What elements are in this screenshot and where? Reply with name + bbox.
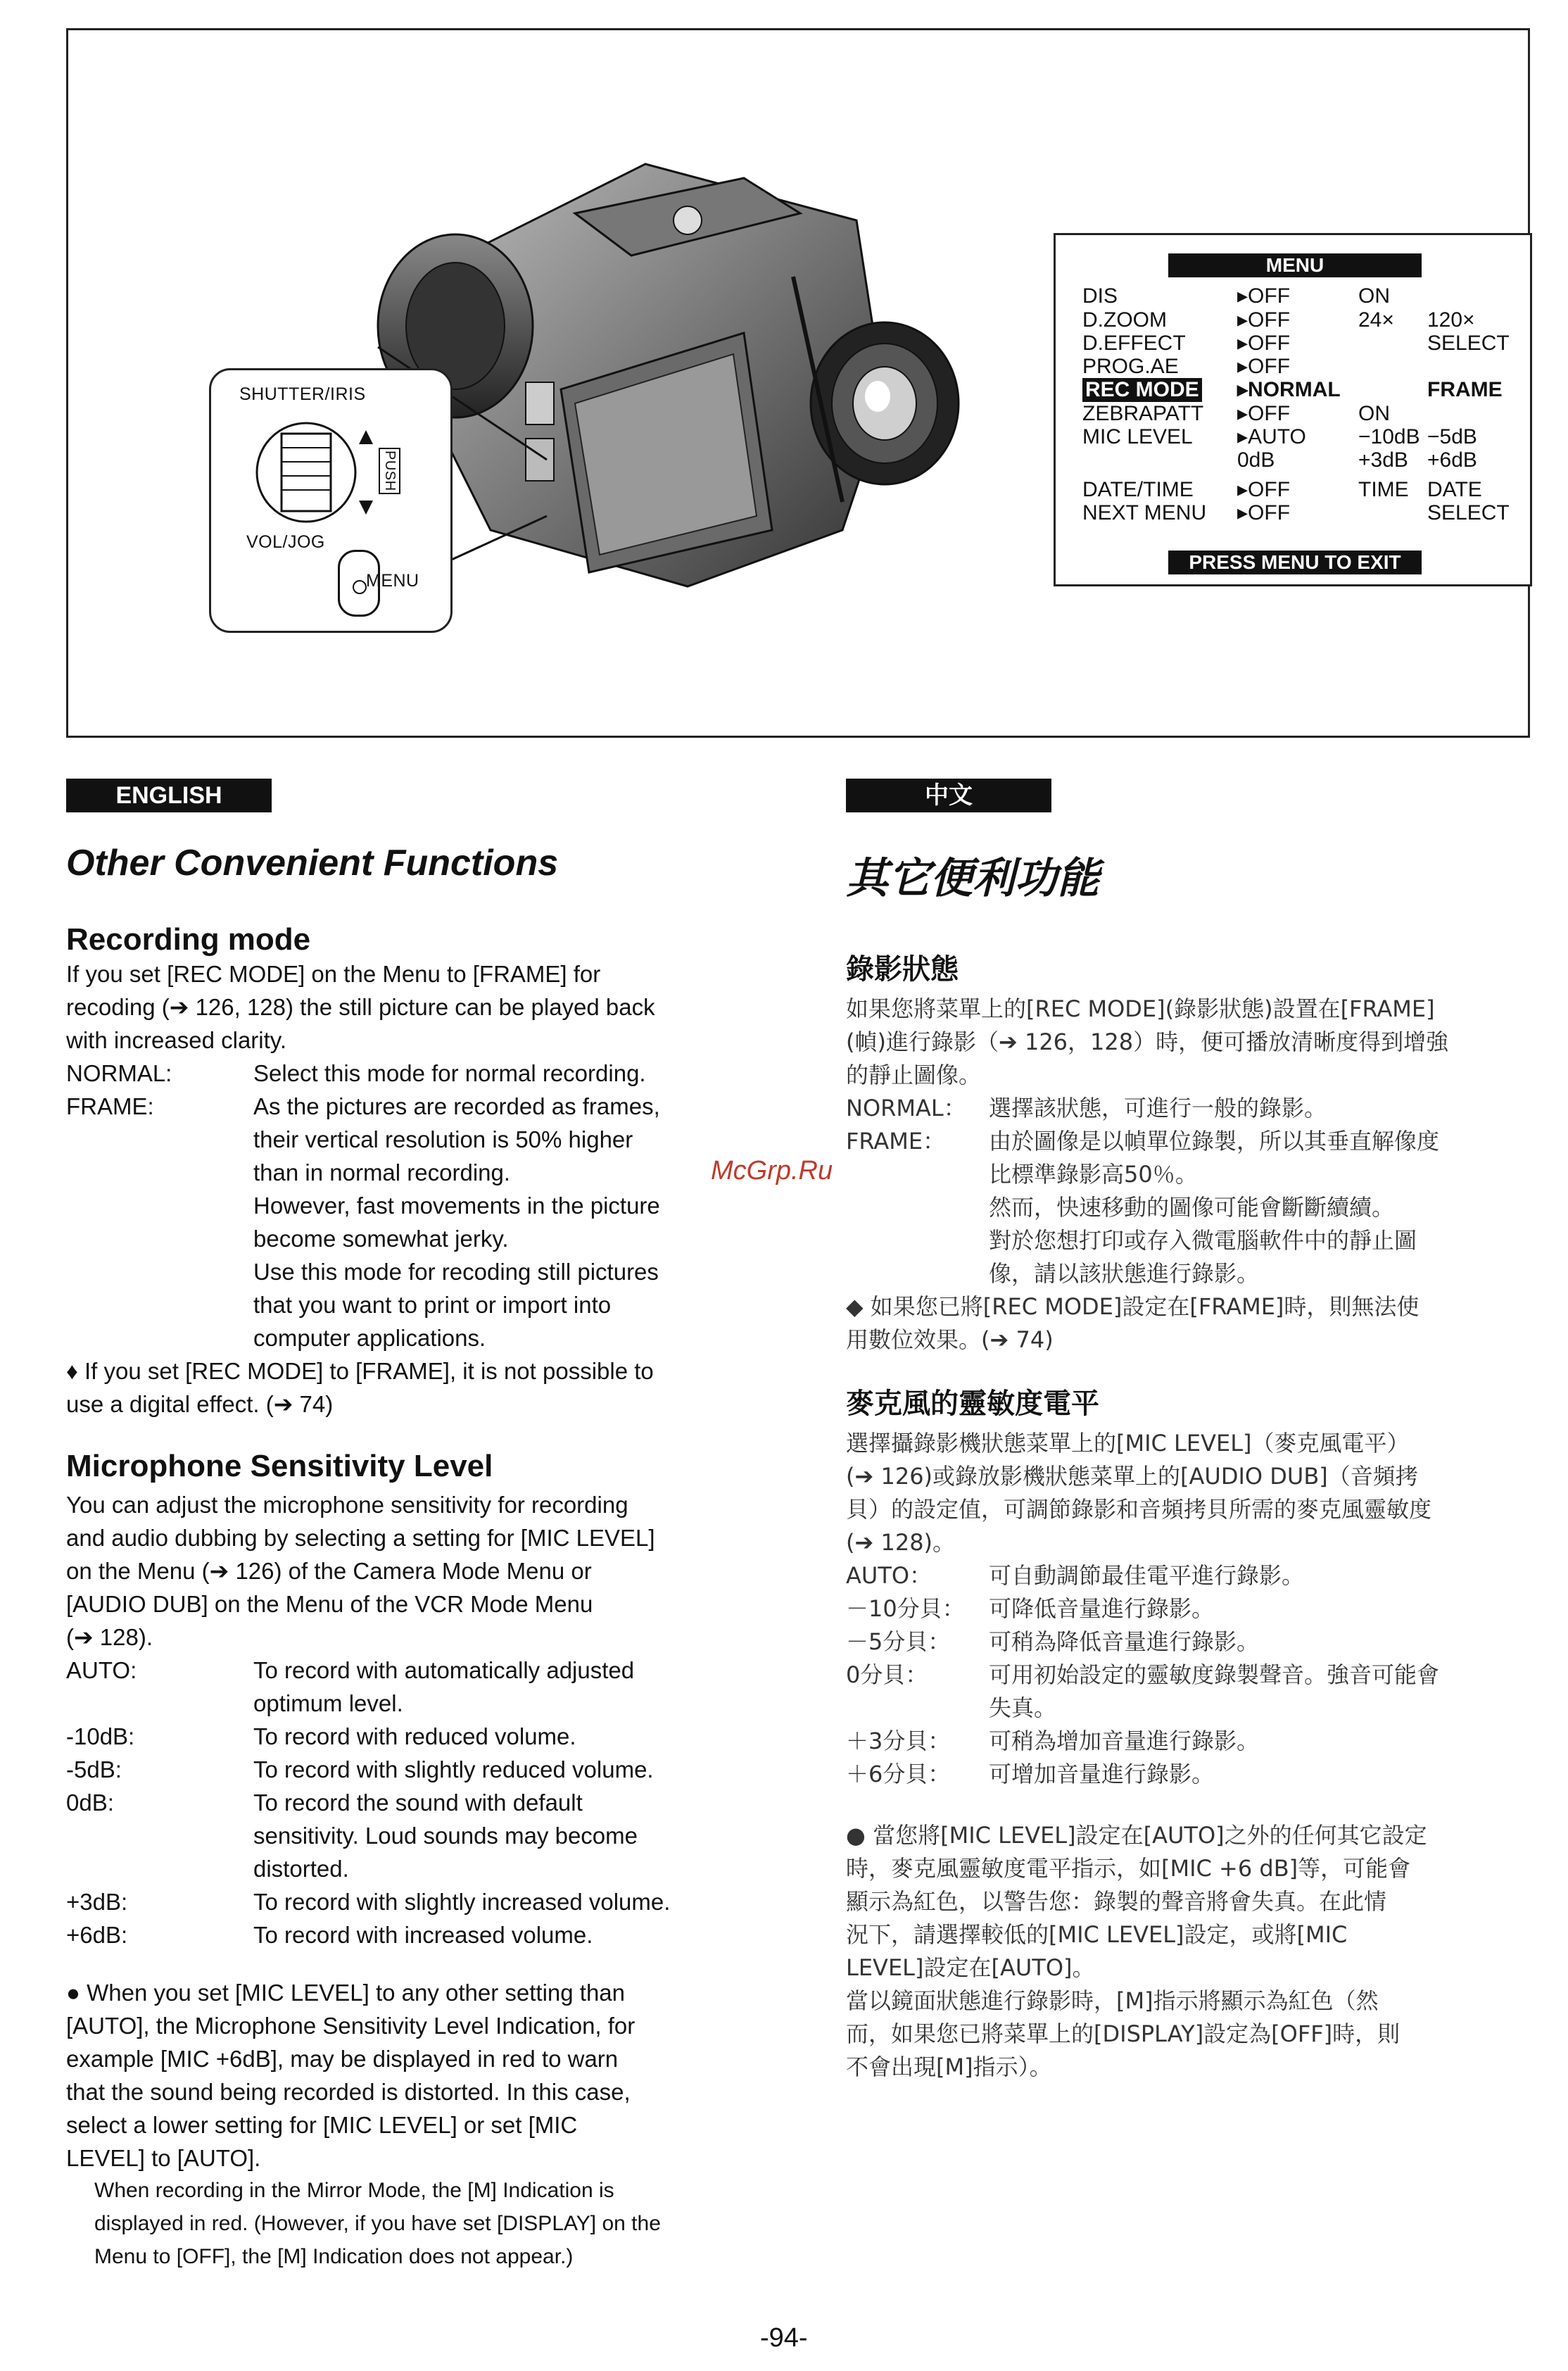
menu-row-v1: 0dB — [1237, 448, 1275, 472]
zh-mic-intro-line: (➔ 128)。 — [846, 1529, 956, 1556]
menu-row-v1: ▸OFF — [1237, 284, 1291, 308]
menu-row-v2: ON — [1358, 284, 1390, 308]
menu-row-v1: ▸AUTO — [1237, 425, 1306, 448]
menu-row-v2: +3dB — [1358, 448, 1408, 472]
zh-mic-level-desc: 可稍為增加音量進行錄影。 — [989, 1728, 1260, 1754]
zh-mic-level-desc: 可降低音量進行錄影。 — [989, 1595, 1215, 1622]
zh-mic-note-line: 時，麥克風靈敏度電平指示，如[MIC +6 dB]等，可能會 — [846, 1855, 1411, 1882]
menu-row-v1: ▸OFF — [1237, 355, 1291, 378]
mirror-mode-note: Menu to [OFF], the [M] Indication does not appear.) — [94, 2245, 574, 2268]
menu-row-label: REC MODE — [1082, 378, 1202, 402]
zh-mic-level-desc: 失真。 — [989, 1694, 1057, 1721]
page-number: -94- — [760, 2323, 808, 2353]
push-label: PUSH — [379, 448, 400, 494]
mic-level-desc: To record with increased volume. — [253, 1922, 593, 1948]
mic-note-line: example [MIC +6dB], may be displayed in red to warn — [66, 2046, 619, 2072]
rec-mode-desc: However, fast movements in the picture — [253, 1193, 660, 1219]
rec-intro-line: If you set [REC MODE] on the Menu to [FRAME] for — [66, 961, 601, 987]
mic-intro-line: You can adjust the microphone sensitivity for recording — [66, 1492, 628, 1518]
mirror-mode-note: When recording in the Mirror Mode, the [M] Indication is — [94, 2179, 614, 2202]
menu-row-v1: ▸OFF — [1237, 501, 1291, 524]
menu-row-v1: ▸OFF — [1237, 332, 1291, 355]
menu-row-v2: −10dB — [1358, 425, 1420, 448]
zh-mic-level-term: －5分貝： — [846, 1628, 951, 1655]
recording-mode-heading: Recording mode — [66, 922, 311, 957]
zh-mic-level-term: AUTO： — [846, 1562, 932, 1589]
zh-rec-note-line: 用數位效果。(➔ 74) — [846, 1326, 1054, 1353]
mic-level-desc: sensitivity. Loud sounds may become — [253, 1823, 638, 1849]
mic-level-desc: To record with reduced volume. — [253, 1723, 576, 1749]
zh-mic-intro-line: 貝）的設定值，可調節錄影和音頻拷貝所需的麥克風靈敏度 — [846, 1496, 1432, 1523]
menu-row-label: D.EFFECT — [1082, 332, 1186, 355]
rec-mode-desc: Use this mode for recoding still pictures — [253, 1259, 659, 1285]
zh-mic-note-line: 況下，請選擇較低的[MIC LEVEL]設定，或將[MIC — [846, 1921, 1348, 1948]
zh-rec-intro-line: (幀)進行錄影（➔ 126，128）時，便可播放清晰度得到增強 — [846, 1029, 1449, 1055]
vol-jog-label: VOL/JOG — [246, 532, 325, 552]
mic-note-line: select a lower setting for [MIC LEVEL] or set [MIC — [66, 2112, 578, 2138]
menu-row-label: DATE/TIME — [1082, 478, 1194, 501]
zh-rec-mode-desc: 選擇該狀態，可進行一般的錄影。 — [989, 1095, 1327, 1121]
zh-rec-mode-desc: 像，請以該狀態進行錄影。 — [989, 1260, 1260, 1287]
zh-mic-note-line: 顯示為紅色，以警告您：錄製的聲音將會失真。在此情 — [846, 1888, 1387, 1915]
mic-level-desc: To record with slightly reduced volume. — [253, 1756, 654, 1782]
rec-mode-desc: Select this mode for normal recording. — [253, 1060, 646, 1086]
mic-note-line: [AUTO], the Microphone Sensitivity Level Indication, for — [66, 2013, 636, 2039]
mic-level-term: +3dB: — [66, 1889, 128, 1915]
zh-mic-level-term: ＋6分貝： — [846, 1761, 951, 1787]
mic-level-desc: To record with automatically adjusted — [253, 1657, 635, 1683]
rec-mode-desc: their vertical resolution is 50% higher — [253, 1126, 633, 1152]
mic-level-desc: distorted. — [253, 1856, 349, 1882]
rec-intro-line: with increased clarity. — [66, 1027, 287, 1053]
zh-rec-mode-desc: 比標準錄影高50％。 — [989, 1161, 1198, 1188]
mic-sensitivity-heading: Microphone Sensitivity Level — [66, 1449, 493, 1483]
press-menu-to-exit: PRESS MENU TO EXIT — [1168, 551, 1422, 574]
menu-row-label: NEXT MENU — [1082, 501, 1207, 524]
mic-level-desc: optimum level. — [253, 1690, 403, 1716]
mic-note-line: LEVEL] to [AUTO]. — [66, 2145, 261, 2171]
mic-intro-line: on the Menu (➔ 126) of the Camera Mode Menu or — [66, 1558, 592, 1584]
zh-mic-level-term: －10分貝： — [846, 1595, 965, 1622]
menu-title: MENU — [1168, 253, 1422, 277]
zh-rec-note-line: ◆ 如果您已將[REC MODE]設定在[FRAME]時，則無法使 — [846, 1293, 1420, 1320]
zh-mic-level-desc: 可增加音量進行錄影。 — [989, 1761, 1215, 1787]
menu-row-v2: TIME — [1358, 478, 1409, 501]
menu-row-v2: 24× — [1358, 308, 1394, 332]
mic-level-term: AUTO: — [66, 1657, 137, 1683]
menu-row-v3: 120× — [1427, 308, 1475, 332]
menu-row-v3: +6dB — [1427, 448, 1477, 472]
zh-mic-note-line: LEVEL]設定在[AUTO]。 — [846, 1954, 1095, 1981]
rec-note-line: ♦ If you set [REC MODE] to [FRAME], it is not possible to — [66, 1358, 654, 1384]
chinese-section-bar: 中文 — [846, 779, 1051, 812]
zh-rec-mode-term: FRAME： — [846, 1128, 946, 1155]
jog-dial-icon — [253, 409, 380, 536]
zh-rec-mode-term: NORMAL： — [846, 1095, 966, 1121]
chinese-rec-heading: 錄影狀態 — [846, 953, 959, 986]
mic-intro-line: [AUDIO DUB] on the Menu of the VCR Mode Menu — [66, 1591, 593, 1617]
menu-button-label: MENU — [366, 571, 419, 591]
zh-rec-intro-line: 如果您將菜單上的[REC MODE](錄影狀態)設置在[FRAME] — [846, 995, 1435, 1022]
menu-row-v3: DATE — [1427, 478, 1482, 501]
mic-note-line: ● When you set [MIC LEVEL] to any other setting than — [66, 1980, 626, 2006]
mic-level-desc: To record the sound with default — [253, 1790, 583, 1816]
control-callout — [209, 368, 453, 633]
mic-level-term: +6dB: — [66, 1922, 128, 1948]
zh-rec-intro-line: 的靜止圖像。 — [846, 1062, 982, 1088]
mic-level-term: -10dB: — [66, 1723, 135, 1749]
menu-row-v1: ▸OFF — [1237, 402, 1291, 425]
menu-screen — [1054, 233, 1532, 586]
menu-row-label: PROG.AE — [1082, 355, 1179, 378]
menu-row-v1: ▸NORMAL — [1237, 378, 1341, 401]
rec-mode-desc: become somewhat jerky. — [253, 1226, 509, 1252]
zh-mic-note-line: ● 當您將[MIC LEVEL]設定在[AUTO]之外的任何其它設定 — [846, 1822, 1427, 1849]
rec-mode-desc: than in normal recording. — [253, 1159, 511, 1186]
rec-mode-desc: that you want to print or import into — [253, 1292, 612, 1318]
rec-intro-line: recoding (➔ 126, 128) the still picture can be played back — [66, 994, 655, 1020]
mic-level-desc: To record with slightly increased volume. — [253, 1889, 671, 1915]
zh-mic-level-desc: 可自動調節最佳電平進行錄影。 — [989, 1562, 1305, 1589]
zh-rec-mode-desc: 然而，快速移動的圖像可能會斷斷續續。 — [989, 1194, 1395, 1221]
menu-row-label: MIC LEVEL — [1082, 425, 1193, 448]
menu-row-label: ZEBRAPATT — [1082, 402, 1204, 425]
zh-rec-mode-desc: 由於圖像是以幀單位錄製，所以其垂直解像度 — [989, 1128, 1440, 1155]
zh-mic-level-term: 0分貝： — [846, 1661, 928, 1688]
menu-row-v1: ▸OFF — [1237, 478, 1291, 501]
mic-intro-line: and audio dubbing by selecting a setting for [MIC LEVEL] — [66, 1525, 655, 1551]
mic-level-term: 0dB: — [66, 1790, 114, 1816]
rec-mode-term: NORMAL: — [66, 1060, 172, 1086]
zh-mic-note-line: 當以鏡面狀態進行錄影時，[M]指示將顯示為紅色（然 — [846, 1987, 1379, 2014]
zh-mic-level-desc: 可用初始設定的靈敏度錄製聲音。強音可能會 — [989, 1661, 1440, 1688]
mic-note-line: that the sound being recorded is distorted. In this case, — [66, 2079, 631, 2105]
page-title: Other Convenient Functions — [66, 843, 559, 883]
rec-mode-desc: computer applications. — [253, 1325, 486, 1351]
zh-mic-level-term: ＋3分貝： — [846, 1728, 951, 1754]
mic-intro-line: (➔ 128). — [66, 1624, 153, 1650]
menu-row-v3: −5dB — [1427, 425, 1477, 448]
chinese-mic-heading: 麥克風的靈敏度電平 — [846, 1388, 1099, 1420]
zh-mic-level-desc: 可稍為降低音量進行錄影。 — [989, 1628, 1260, 1655]
rec-note-line: use a digital effect. (➔ 74) — [66, 1391, 334, 1417]
zh-mic-intro-line: (➔ 126)或錄放影機狀態菜單上的[AUDIO DUB]（音頻拷 — [846, 1463, 1418, 1490]
watermark: McGrp.Ru — [711, 1156, 833, 1186]
chinese-page-title: 其它便利功能 — [846, 854, 1099, 903]
zh-mic-note-line: 不會出現[M]指示）。 — [846, 2054, 1052, 2080]
zh-mic-intro-line: 選擇攝錄影機狀態菜單上的[MIC LEVEL]（麥克風電平） — [846, 1430, 1410, 1457]
rec-mode-desc: As the pictures are recorded as frames, — [253, 1093, 660, 1119]
menu-row-v3: FRAME — [1427, 378, 1503, 401]
zh-mic-note-line: 而，如果您已將菜單上的[DISPLAY]設定為[OFF]時，則 — [846, 2020, 1401, 2047]
shutter-iris-label: SHUTTER/IRIS — [239, 384, 366, 404]
mic-level-term: -5dB: — [66, 1756, 122, 1782]
menu-row-v3: SELECT — [1427, 501, 1510, 524]
menu-button[interactable] — [338, 550, 380, 617]
rec-mode-term: FRAME: — [66, 1093, 154, 1119]
menu-row-v3: SELECT — [1427, 332, 1510, 355]
illustration-frame — [66, 28, 1530, 738]
menu-row-label: D.ZOOM — [1082, 308, 1167, 332]
zh-rec-mode-desc: 對於您想打印或存入微電腦軟件中的靜止圖 — [989, 1227, 1417, 1254]
mirror-mode-note: displayed in red. (However, if you have set [DISPLAY] on the — [94, 2212, 661, 2235]
menu-row-label: DIS — [1082, 284, 1118, 308]
menu-row-v1: ▸OFF — [1237, 308, 1291, 332]
english-section-bar: ENGLISH — [66, 779, 272, 812]
menu-row-v2: ON — [1358, 402, 1390, 425]
